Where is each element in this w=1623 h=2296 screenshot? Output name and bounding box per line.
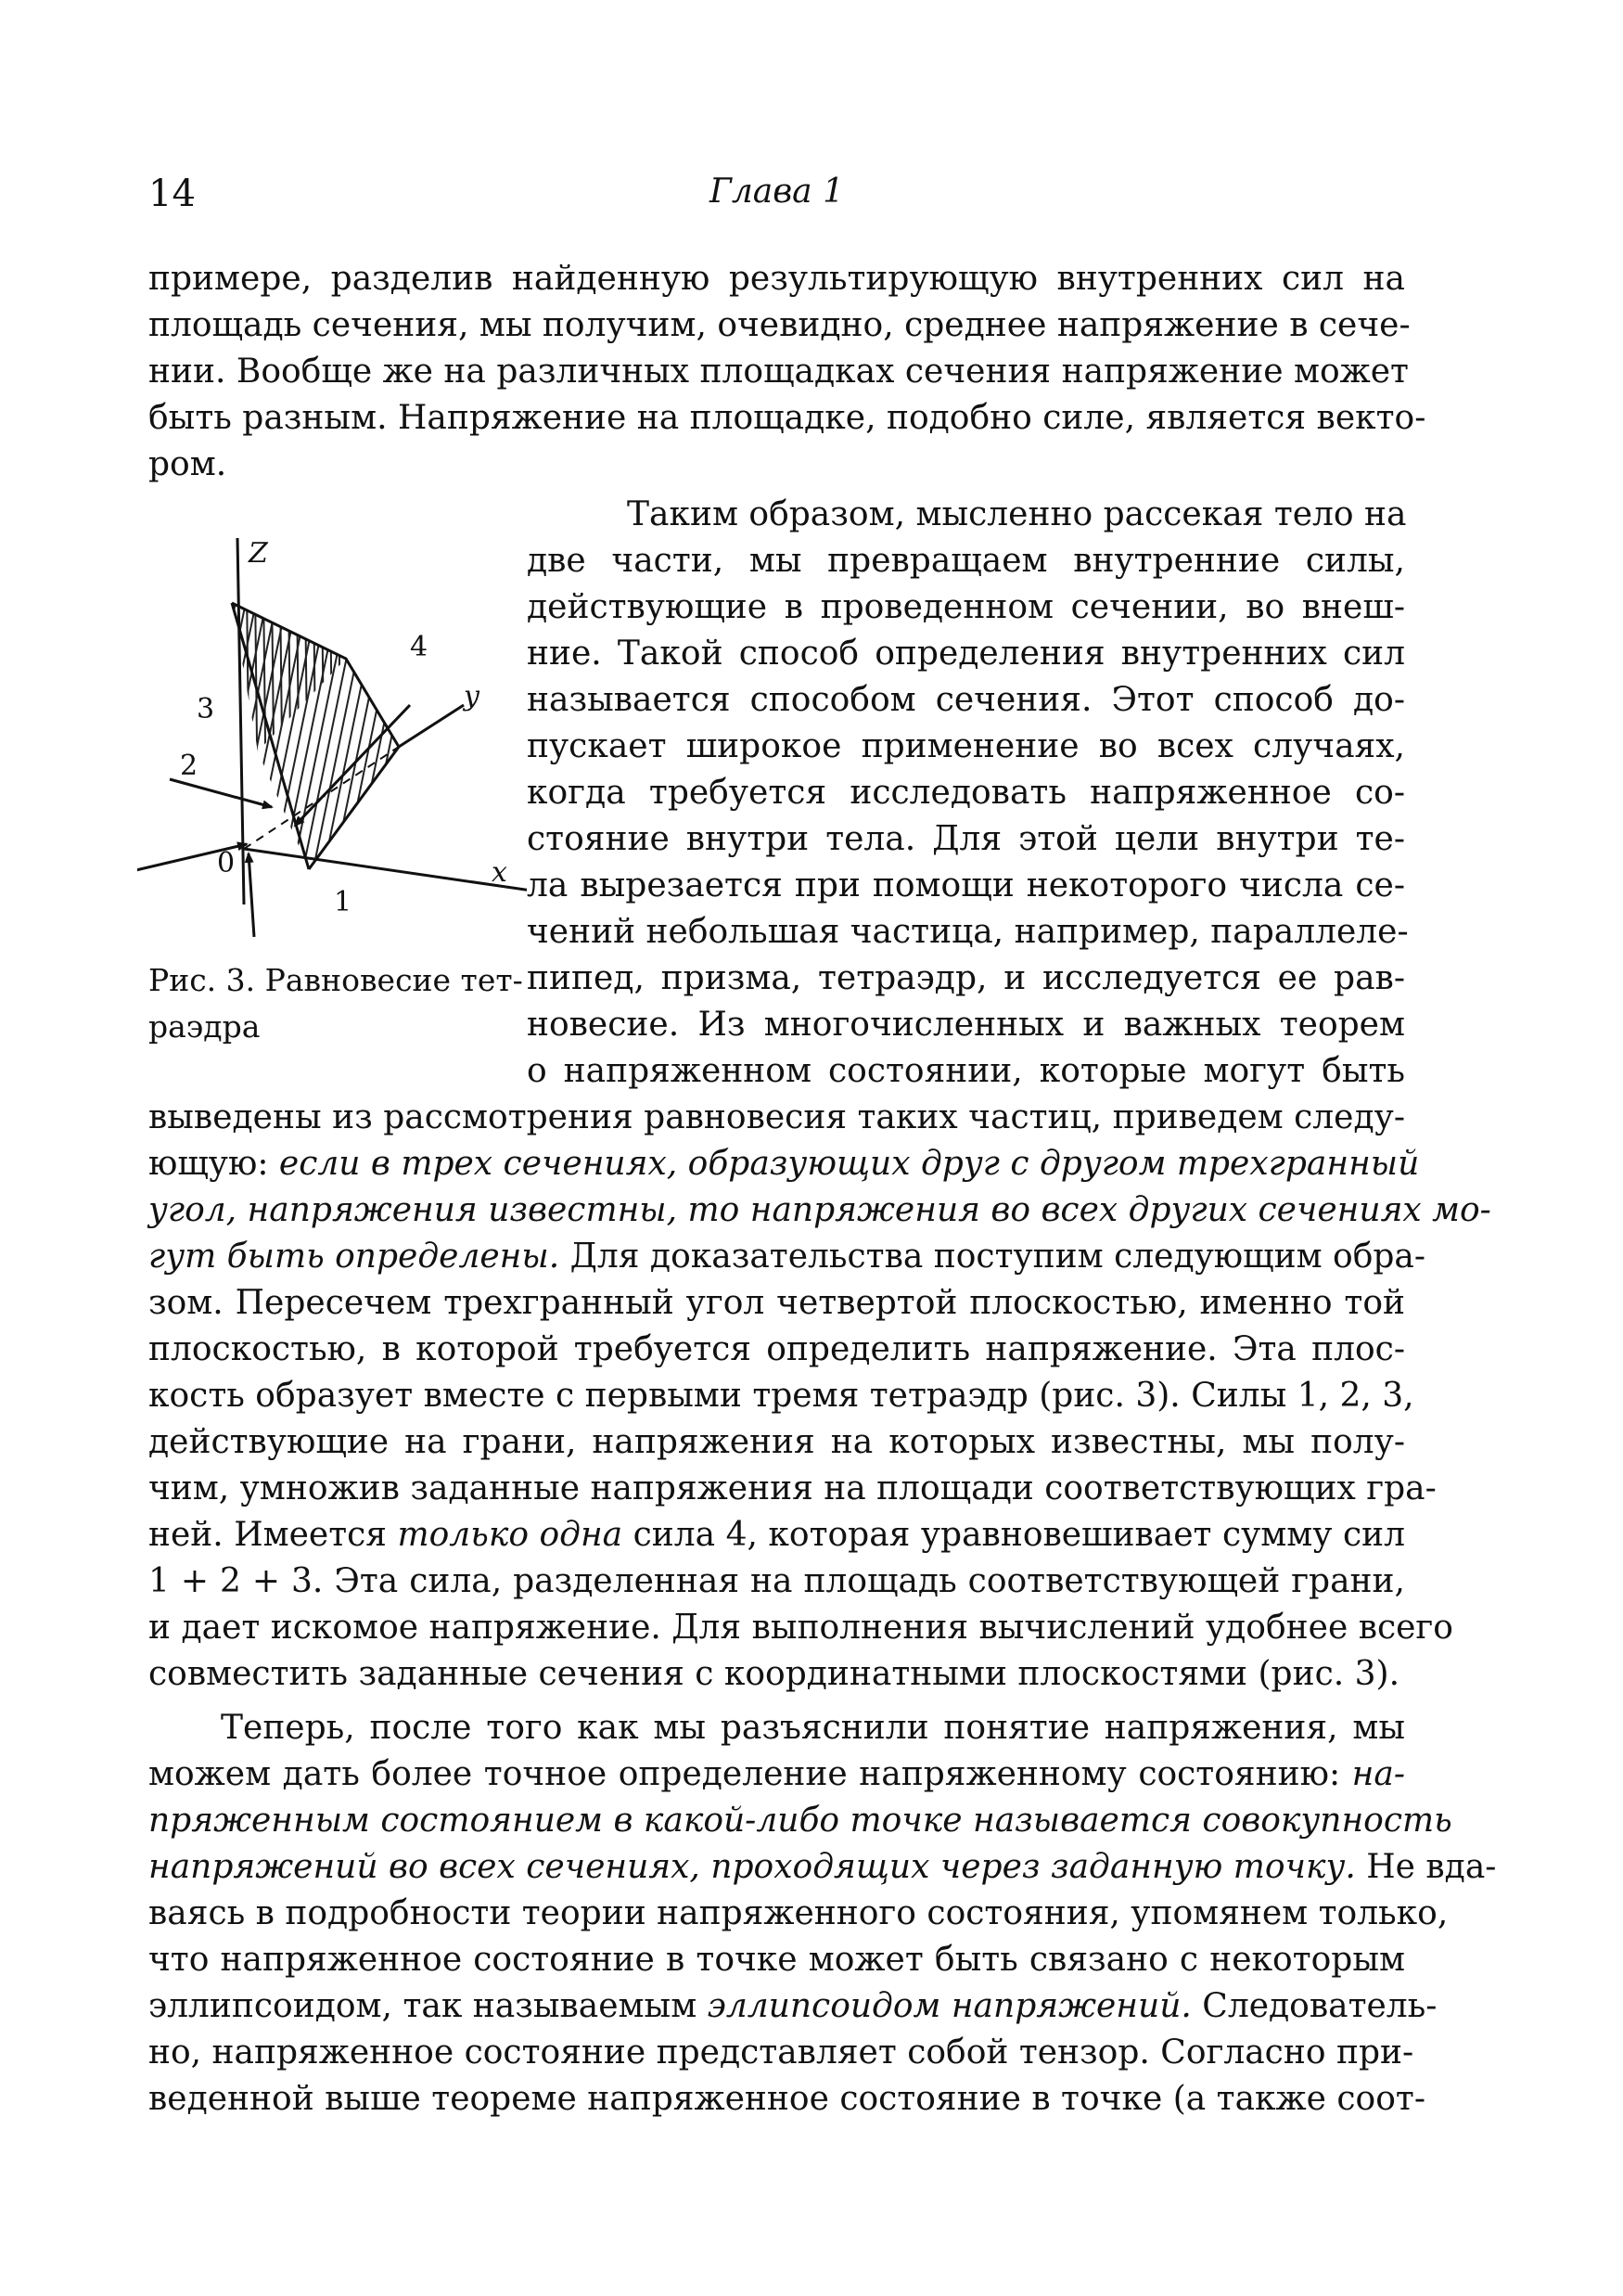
text-line: ней. Имеется только одна сила 4, которая уравновешивает сумму сил — [148, 1516, 1405, 1554]
emphasis-theorem: если в трех сечениях, образующих друг с другом трехгранный — [278, 1145, 1420, 1183]
page-number: 14 — [148, 173, 196, 215]
emphasis-theorem: гут быть определены. — [148, 1238, 560, 1276]
hatch-line — [419, 584, 484, 900]
figure-caption-line: раэдра — [148, 1008, 261, 1045]
tetrahedron-figure — [137, 529, 527, 956]
emphasis-definition: пряженным состоянием в какой-либо точке называется совокупность — [148, 1802, 1452, 1840]
column-text-line: действующие в проведенном сечении, во внеш- — [527, 588, 1405, 626]
emphasis-definition: напряжений во всех сечениях, проходящих через заданную точку. — [148, 1848, 1356, 1886]
z-axis — [237, 538, 244, 904]
origin-label: 0 — [217, 847, 236, 879]
text-line: совместить заданные сечения с координатными плоскостями (рис. 3). — [148, 1655, 1400, 1693]
force-2-label: 2 — [180, 750, 198, 782]
text-line: площадь сечения, мы получим, очевидно, среднее напряжение в сече- — [148, 306, 1411, 344]
text-line — [148, 1798, 1452, 1844]
hatch-line — [276, 584, 341, 900]
x-axis — [244, 849, 527, 891]
hatch-line — [297, 584, 362, 900]
hatch-line — [287, 584, 351, 900]
hatch-line — [330, 584, 334, 900]
text-line: ваясь в подробности теории напряженного состояния, упомянем только, — [148, 1894, 1449, 1932]
column-text-line: Таким образом, мысленно рассекая тело на — [627, 495, 1407, 533]
text-line — [148, 1187, 1491, 1234]
emphasis-stress-ellipsoid: эллипсоидом напряжений. — [707, 1987, 1192, 2025]
force-4-label: 4 — [410, 631, 428, 663]
hatch-line — [327, 584, 392, 900]
column-text-line: о напряженном состоянии, которые могут быть — [527, 1052, 1405, 1090]
column-text-line: новесие. Из многочисленных и важных теорем — [527, 1006, 1405, 1044]
text-line: веденной выше теореме напряженное состояние в точке (а также соот- — [148, 2080, 1425, 2118]
text-line: ющую: если в трех сечениях, образующих друг с другом трехгранный — [148, 1145, 1420, 1183]
hatch-line — [348, 584, 413, 900]
emphasis-theorem: угол, напряжения известны, то напряжения во всех других сечениях мо- — [148, 1191, 1491, 1229]
emphasis-definition: на- — [1351, 1755, 1405, 1793]
running-head: Глава 1 — [709, 173, 844, 211]
column-text-line: две части, мы превращаем внутренние силы, — [527, 542, 1405, 580]
text-line: выведены из рассмотрения равновесия таких частиц, приведем следу- — [148, 1098, 1405, 1136]
force-1-arrow — [249, 853, 254, 937]
text-line: можем дать более точное определение напряженному состоянию: на- — [148, 1755, 1405, 1793]
column-text-line: пипед, призма, тетраэдр, и исследуется ее рав- — [527, 959, 1405, 997]
column-text-line: ние. Такой способ определения внутренних сил — [527, 635, 1405, 673]
text-line: и дает искомое напряжение. Для выполнения вычислений удобнее всего — [148, 1609, 1453, 1647]
text-line: быть разным. Напряжение на площадке, подобно силе, является векто- — [148, 399, 1426, 437]
tetrahedron-diagram — [137, 529, 527, 956]
page-header — [148, 173, 1405, 228]
column-text-line: когда требуется исследовать напряженное со- — [527, 774, 1405, 812]
text-line: ром. — [148, 445, 227, 483]
text-line: зом. Пересечем трехгранный угол четвертой плоскостью, именно той — [148, 1284, 1405, 1322]
text-line: примере, разделив найденную результирующую внутренних сил на — [148, 260, 1405, 298]
text-line: что напряженное состояние в точке может быть связано с некоторым — [148, 1941, 1405, 1979]
z-axis-label: Z — [249, 537, 268, 570]
text-line: но, напряженное состояние представляет собой тензор. Согласно при- — [148, 2033, 1414, 2072]
hatch-line — [307, 584, 372, 900]
text-line: нии. Вообще же на различных площадках сечения напряжение может — [148, 353, 1409, 391]
text-line: чим, умножив заданные напряжения на площади соответствующих гра- — [148, 1469, 1437, 1507]
text-line: кость образует вместе с первыми тремя тетраэдр (рис. 3). Силы 1, 2, 3, — [148, 1377, 1414, 1415]
x-axis-label: x — [492, 856, 507, 889]
force-3-label: 3 — [197, 693, 215, 725]
column-text-line: чений небольшая частица, например, параллеле- — [527, 913, 1409, 951]
text-line: плоскостью, в которой требуется определить напряжение. Эта плос- — [148, 1330, 1405, 1368]
hatch-line — [317, 584, 382, 900]
column-text-line: пускает широкое применение во всех случаях, — [527, 727, 1405, 765]
y-axis — [399, 705, 464, 747]
text-line: эллипсоидом, так называемым эллипсоидом напряжений. Следователь- — [148, 1987, 1438, 2025]
hatch-line — [225, 584, 290, 900]
text-line: действующие на грани, напряжения на которых известны, мы полу- — [148, 1423, 1405, 1461]
text-line: гут быть определены. Для доказательства поступим следующим обра- — [148, 1238, 1426, 1276]
emphasis-only-one: только одна — [397, 1516, 623, 1554]
hatch-line — [338, 584, 403, 900]
figure-caption-line: Рис. 3. Равновесие тет- — [148, 962, 523, 998]
y-axis-label: y — [464, 680, 479, 712]
column-text-line: ла вырезается при помощи некоторого числа се- — [527, 866, 1405, 904]
force-1-label: 1 — [334, 886, 352, 918]
text-line: Теперь, после того как мы разъяснили понятие напряжения, мы — [221, 1709, 1405, 1747]
text-line: напряжений во всех сечениях, проходящих через заданную точку. Не вда- — [148, 1848, 1497, 1886]
column-text-line: называется способом сечения. Этот способ до- — [527, 681, 1405, 719]
column-text-line: стояние внутри тела. Для этой цели внутри те- — [527, 820, 1405, 858]
text-line: 1 + 2 + 3. Эта сила, разделенная на площадь соответствующей грани, — [148, 1562, 1405, 1600]
force-3-arrow — [170, 779, 272, 807]
hatch-line — [355, 584, 359, 900]
